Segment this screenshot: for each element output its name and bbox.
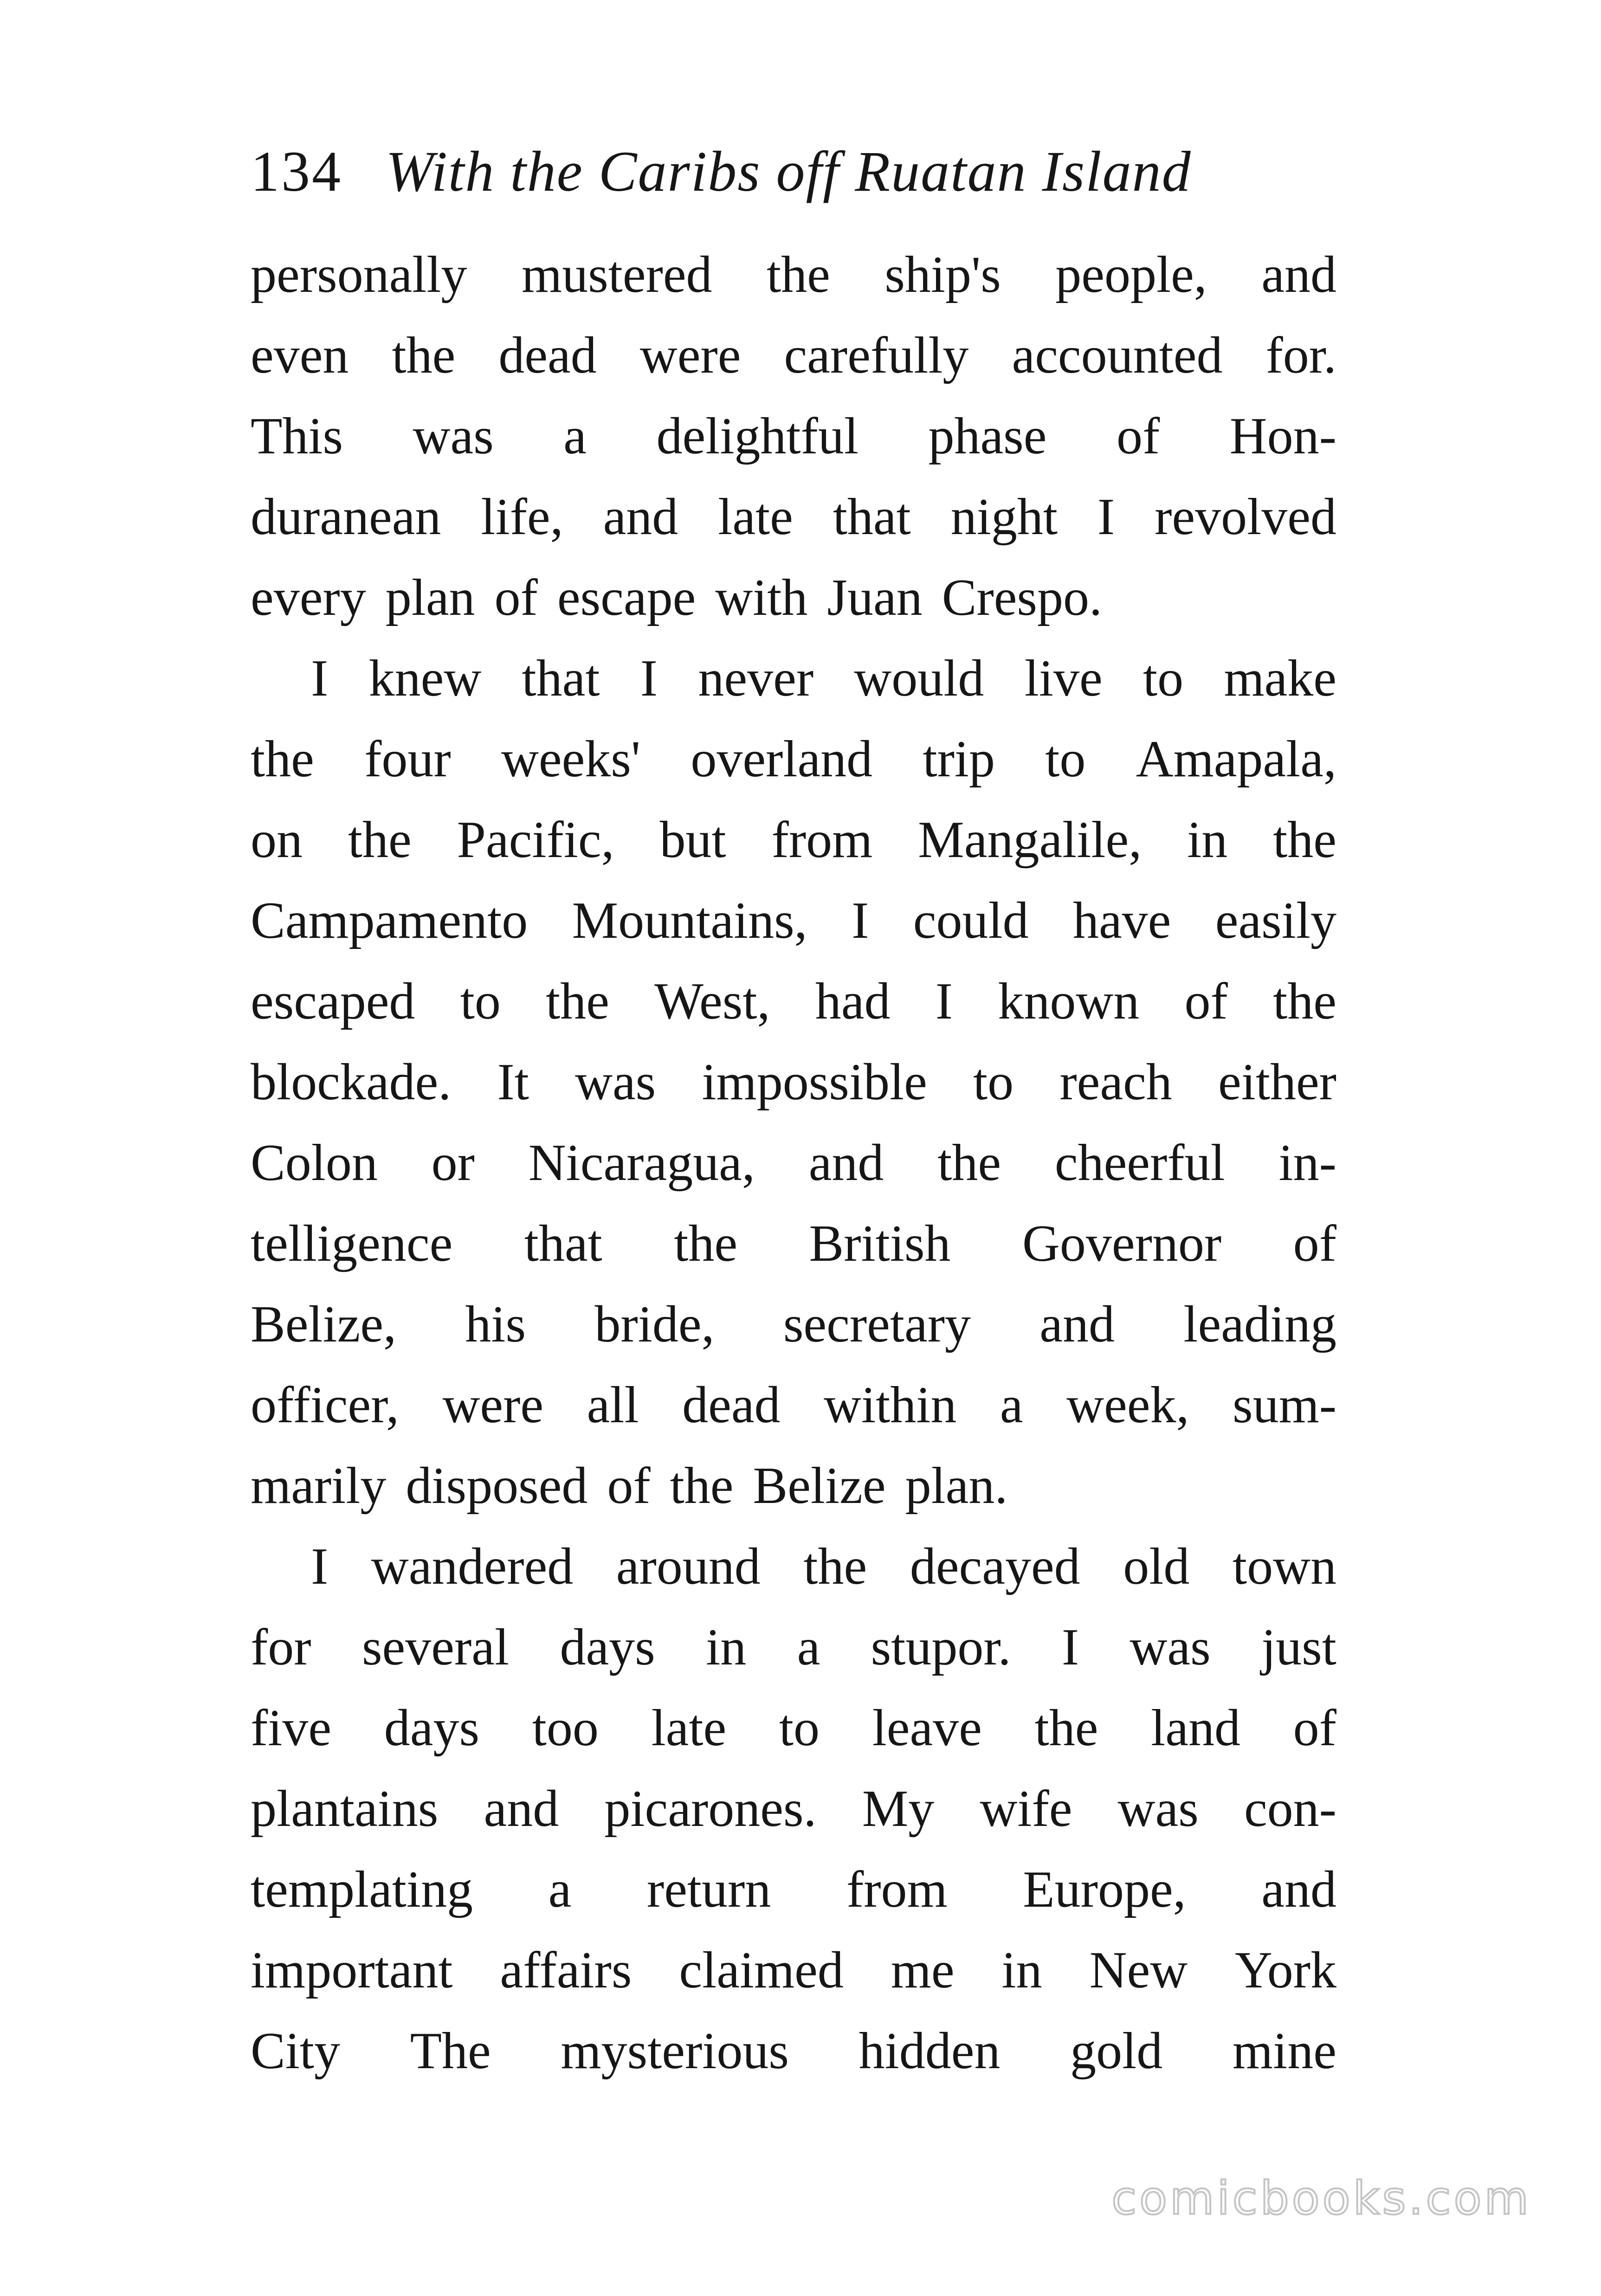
text-line: even the dead were carefully accounted for. [251,327,1336,384]
text-line: Campamento Mountains, I could have easily [251,892,1336,949]
text-line: I wandered around the decayed old town [311,1538,1336,1595]
text-line: blockade. It was impossible to reach either [251,1053,1336,1111]
paragraph [251,1526,1336,2091]
running-head [251,125,1364,218]
watermark: comicbooks.com [1111,2172,1531,2225]
text-line: for several days in a stupor. I was just [251,1619,1336,1676]
text-line: escaped to the West, had I known of the [251,973,1336,1030]
text-line: duranean life, and late that night I revolved [251,488,1336,546]
text-line: plantains and picarones. My wife was con- [251,1780,1336,1838]
text-line: Colon or Nicaragua, and the cheerful in- [251,1134,1336,1192]
page-number: 134 [251,140,342,203]
text-line: marily disposed of the Belize plan. [251,1457,1008,1515]
paragraph [251,234,1336,638]
text-line: five days too late to leave the land of [251,1699,1336,1757]
text-line: the four weeks' overland trip to Amapala, [251,730,1336,788]
text-line: telligence that the British Governor of [251,1215,1336,1272]
text-line: City The mysterious hidden gold mine [251,2022,1336,2080]
running-title: With the Caribs off Ruatan Island [386,140,1192,203]
paragraph [251,638,1336,1526]
text-line: This was a delightful phase of Hon- [251,407,1336,465]
text-line: Belize, his bride, secretary and leading [251,1296,1336,1353]
body-text [251,234,1336,2091]
text-line: officer, were all dead within a week, sum- [251,1376,1336,1434]
text-line: important affairs claimed me in New York [251,1941,1336,1999]
text-line: every plan of escape with Juan Crespo. [251,569,1102,626]
text-line: templating a return from Europe, and [251,1861,1336,1918]
text-line: on the Pacific, but from Mangalile, in the [251,811,1336,869]
text-line: personally mustered the ship's people, and [251,246,1336,303]
text-line: I knew that I never would live to make [311,650,1336,707]
